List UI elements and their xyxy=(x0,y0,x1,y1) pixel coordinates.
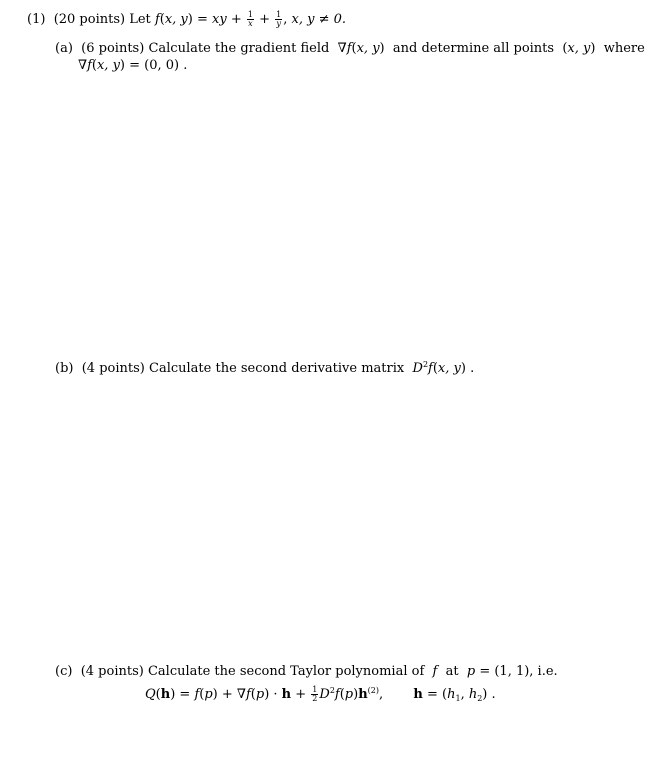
part-a-text3: where xyxy=(603,41,645,56)
second-derivative-expression: $D^2f(x$, y) . xyxy=(412,360,475,376)
part-a-line-1 xyxy=(55,41,645,57)
function-symbol: f xyxy=(432,664,438,679)
part-b-text: Calculate the second derivative matrix xyxy=(149,361,405,376)
problem-header xyxy=(27,11,346,28)
part-a-points: (6 points) xyxy=(81,41,145,56)
function-definition: f(x, y) = xy + $\frac{1}{x}$ + $\frac{1}{y}$ , xyxy=(154,10,292,28)
taylor-formula xyxy=(145,686,496,703)
part-c-ie: , i.e. xyxy=(529,664,558,679)
part-c-text: Calculate the second Taylor polynomial of xyxy=(147,664,425,679)
increment-vector: $h = (h_1$, $h_2$) . xyxy=(413,687,496,703)
part-c-at: at xyxy=(445,664,459,679)
critical-point-equation: ∇f(x, y) = (0, 0) . xyxy=(78,58,188,73)
part-a-text: Calculate the gradient field xyxy=(148,41,330,56)
part-a-label: (a) xyxy=(55,41,73,56)
problem-intro: Let xyxy=(129,12,151,27)
gradient-expression: ∇f(x, y) xyxy=(337,41,385,56)
part-b-line xyxy=(55,361,474,377)
part-b-points: (4 points) xyxy=(81,361,145,376)
part-a-line-2 xyxy=(78,58,187,74)
expansion-point: p = (1, 1) xyxy=(466,664,530,679)
taylor-polynomial-expression: Q(h) = f(p) + ∇f(p) · h + $\frac{1}{2}$ $D^2f(p)h^{(2)}$, xyxy=(145,685,388,703)
part-b-label: (b) xyxy=(55,361,74,376)
problem-points: (20 points) xyxy=(53,12,126,27)
part-a-text2: and determine all points xyxy=(392,41,555,56)
problem-number: (1) xyxy=(27,12,46,27)
domain-condition: x, y ≠ 0. xyxy=(291,12,347,27)
part-c-line-1 xyxy=(55,664,558,680)
part-c-label: (c) xyxy=(55,664,73,679)
point-expression: (x, y) xyxy=(562,41,596,56)
part-c-points: (4 points) xyxy=(80,664,144,679)
